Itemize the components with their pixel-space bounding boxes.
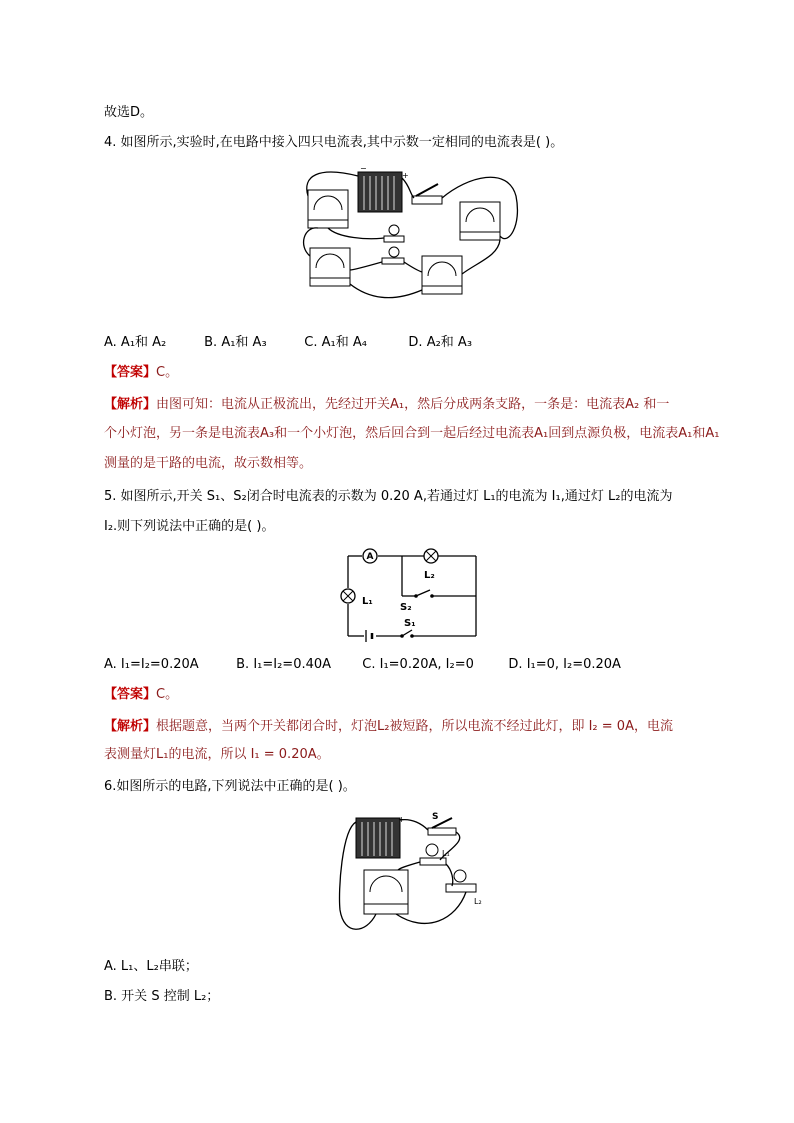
q4-option-b[interactable]: B. A₁和 A₃ bbox=[204, 335, 267, 350]
q5-option-d[interactable]: D. I₁=0, I₂=0.20A bbox=[508, 657, 621, 672]
analysis-tag: 【解析】 bbox=[104, 719, 157, 734]
q6-option-b[interactable]: B. 开关 S 控制 L₂； bbox=[104, 989, 220, 1004]
svg-text:+: + bbox=[402, 171, 409, 180]
q5-analysis-line-2: 表测量灯L₁的电流，所以 I₁ = 0.20A。 bbox=[104, 747, 330, 762]
answer-value: C。 bbox=[156, 687, 179, 702]
q3-conclusion: 故选D。 bbox=[104, 105, 154, 120]
analysis-tag: 【解析】 bbox=[104, 397, 157, 412]
bulb-l1-label: L₁ bbox=[442, 849, 450, 858]
battery-icon bbox=[356, 815, 405, 858]
q4-figure bbox=[298, 166, 522, 314]
q5-circuit-figure bbox=[340, 548, 480, 642]
analysis-text: 根据题意，当两个开关都闭合时，灯泡L₂被短路，所以电流不经过此灯，即 I₂ = 0A，电流 bbox=[156, 719, 673, 734]
q4-analysis-line-2: 个小灯泡，另一条是电流表A₃和一个小灯泡，然后回合到一起后经过电流表A₁回到点源负极，电流表A₁和A₁ bbox=[104, 426, 720, 441]
q4-options bbox=[104, 334, 472, 352]
ammeter-a2-icon bbox=[460, 202, 500, 240]
answer-tag: 【答案】 bbox=[104, 365, 157, 380]
bulb-l2-icon bbox=[446, 870, 476, 892]
q5-option-c[interactable]: C. I₁=0.20A, I₂=0 bbox=[362, 657, 474, 672]
q4-option-c[interactable]: C. A₁和 A₄ bbox=[304, 335, 367, 350]
q4-analysis-line-1 bbox=[104, 396, 669, 414]
q4-answer bbox=[104, 364, 178, 382]
q4-option-a[interactable]: A. A₁和 A₂ bbox=[104, 335, 167, 350]
ammeter-a1-icon bbox=[308, 190, 348, 228]
switch-s1-icon bbox=[400, 630, 414, 638]
q6-stem: 6.如图所示的电路,下列说法中正确的是( )。 bbox=[104, 779, 356, 794]
q6-option-a[interactable]: A. L₁、L₂串联； bbox=[104, 959, 198, 974]
svg-text:−: − bbox=[360, 166, 367, 173]
q5-stem-line-2: I₂.则下列说法中正确的是( )。 bbox=[104, 519, 275, 534]
q6-figure bbox=[336, 810, 486, 940]
q5-analysis-line-1 bbox=[104, 718, 673, 736]
q5-option-b[interactable]: B. I₁=I₂=0.40A bbox=[236, 657, 332, 672]
q4-stem: 4. 如图所示,实验时,在电路中接入四只电流表,其中示数一定相同的电流表是( )。 bbox=[104, 135, 564, 150]
answer-tag: 【答案】 bbox=[104, 687, 157, 702]
q4-analysis-line-3: 测量的是干路的电流，故示数相等。 bbox=[104, 456, 313, 471]
bulb-l2-label: L₂ bbox=[474, 897, 482, 906]
ammeter-label: A bbox=[366, 552, 374, 562]
lamp-l1-label: L₁ bbox=[362, 596, 373, 607]
battery-icon bbox=[366, 630, 372, 642]
q5-stem-line-1: 5. 如图所示,开关 S₁、S₂闭合时电流表的示数为 0.20 A,若通过灯 L₁的电流为 I₁,通过灯 L₂的电流为 bbox=[104, 489, 673, 504]
q5-answer bbox=[104, 686, 178, 704]
q4-option-d[interactable]: D. A₂和 A₃ bbox=[408, 335, 473, 350]
switch-s-label: S bbox=[432, 812, 439, 822]
q5-options bbox=[104, 656, 621, 674]
q5-option-a[interactable]: A. I₁=I₂=0.20A bbox=[104, 657, 199, 672]
answer-value: C。 bbox=[156, 365, 179, 380]
lamp-l2-icon bbox=[424, 549, 438, 563]
switch-s1-label: S₁ bbox=[404, 618, 416, 629]
battery-icon bbox=[358, 166, 409, 212]
lamp-l2-label: L₂ bbox=[424, 570, 435, 581]
ammeter-a4-icon bbox=[422, 256, 462, 294]
switch-s2-icon bbox=[414, 590, 434, 598]
switch-s2-label: S₂ bbox=[400, 602, 412, 613]
analysis-text: 由图可知：电流从正极流出，先经过开关A₁，然后分成两条支路，一条是：电流表A₂ 和一 bbox=[156, 397, 670, 412]
ammeter-a3-icon bbox=[310, 248, 350, 286]
lamp-l1-icon bbox=[341, 589, 355, 603]
svg-text:+: + bbox=[398, 815, 405, 824]
ammeter-icon bbox=[364, 870, 408, 914]
